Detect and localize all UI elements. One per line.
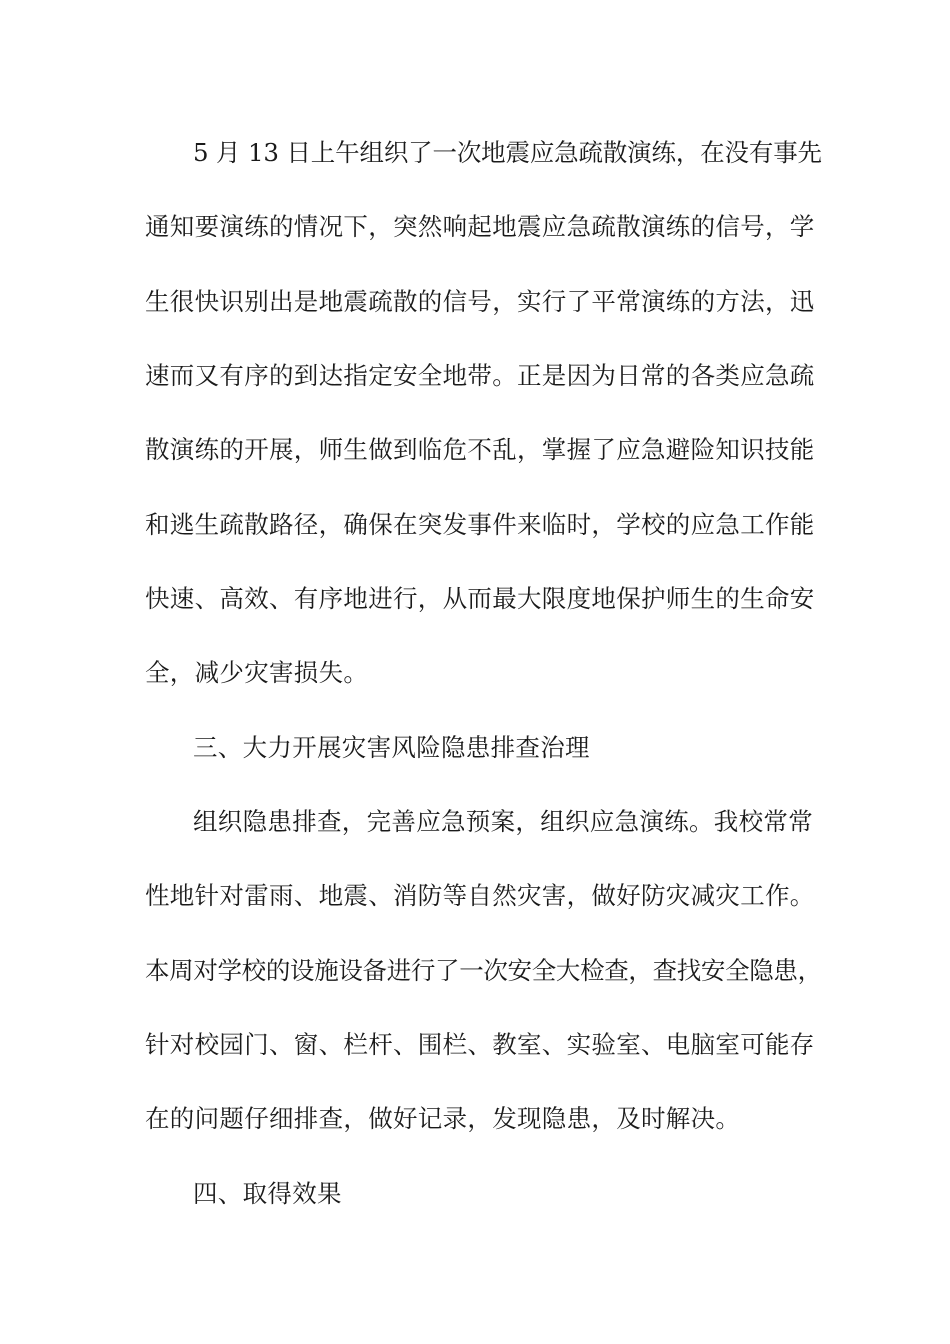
paragraph-line: 5 月 13 日上午组织了一次地震应急疏散演练，在没有事先 [193,138,822,167]
paragraph-line: 散演练的开展，师生做到临危不乱，掌握了应急避险知识技能 [145,435,815,464]
paragraph-line: 快速、高效、有序地进行，从而最大限度地保护师生的生命安 [145,584,815,613]
paragraph-line: 通知要演练的情况下，突然响起地震应急疏散演练的信号，学 [145,212,815,241]
paragraph-line: 全，减少灾害损失。 [145,658,369,687]
paragraph-line: 性地针对雷雨、地震、消防等自然灾害，做好防灾减灾工作。 [145,881,815,910]
paragraph-line: 和逃生疏散路径，确保在突发事件来临时，学校的应急工作能 [145,510,815,539]
paragraph-line: 组织隐患排查，完善应急预案，组织应急演练。我校常常 [193,807,813,836]
section-heading-3: 三、大力开展灾害风险隐患排查治理 [193,733,590,762]
paragraph-line: 针对校园门、窗、栏杆、围栏、教室、实验室、电脑室可能存 [145,1030,815,1059]
paragraph-line: 速而又有序的到达指定安全地带。正是因为日常的各类应急疏 [145,361,815,390]
section-heading-4: 四、取得效果 [193,1179,342,1208]
paragraph-line: 生很快识别出是地震疏散的信号，实行了平常演练的方法，迅 [145,287,815,316]
paragraph-line: 本周对学校的设施设备进行了一次安全大检查，查找安全隐患， [145,956,822,985]
paragraph-line: 在的问题仔细排查，做好记录，发现隐患，及时解决。 [145,1104,741,1133]
